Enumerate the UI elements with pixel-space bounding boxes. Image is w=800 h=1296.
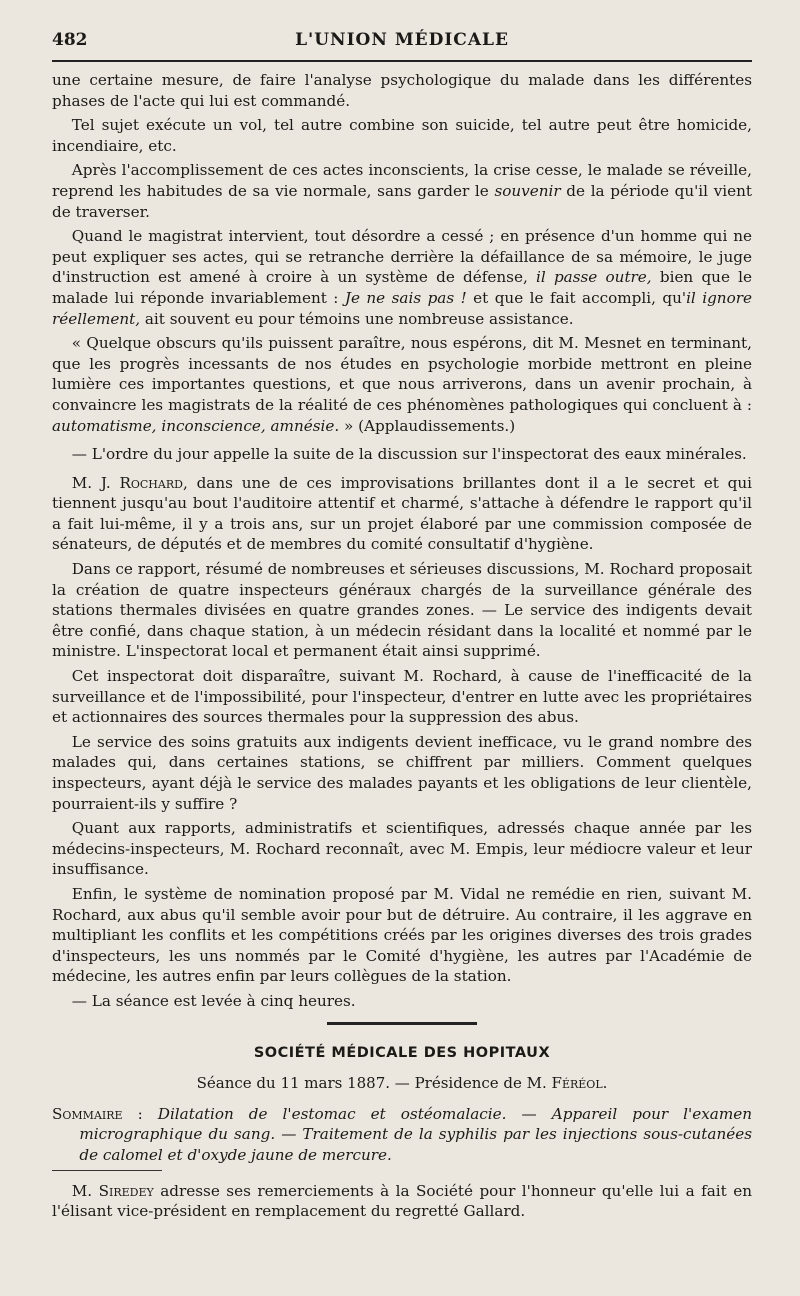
text-run: Après l'accomplissement de ces actes inconscients, la crise cesse, le malade se réveille, reprend les habitudes de sa vie normale, sans garder le [52, 161, 752, 200]
text-run: adresse ses remerciements à la Société pour l'honneur qu'elle lui a fait en l'élisant vice-président en remplacement du regretté Gallard. [52, 1181, 752, 1221]
section-separator [327, 1022, 477, 1025]
paragraph-8: Dans ce rapport, résumé de nombreuses et sérieuses discussions, M. Rochard proposait la création de quatre inspecteurs généraux chargés de la surveillance générale des stations thermales divisées en quatre grandes zones. — Le service des indigents devait être confié, dans chaque station, à un médecin résidant dans la localité et nommé par le ministre. L'inspectorat local et permanent était ainsi supprimé. [52, 560, 752, 661]
emphasis-terms: automatisme, inconscience, amnésie. [52, 416, 340, 435]
summary [52, 1104, 752, 1166]
paragraph-9: Cet inspectorat doit disparaître, suivant M. Rochard, à cause de l'inefficacité de la surveillance et de l'impossibilité, pour l'inspecteur, d'entrer en lutte avec les propriétaires et actionnaires des sources thermales pour la suppression des abus. [52, 667, 752, 727]
page-header [52, 26, 752, 60]
paragraph-5 [52, 333, 752, 436]
speaker-name: M. Siredey [71, 1181, 154, 1200]
paragraph-10: Le service des soins gratuits aux indigents devient inefficace, vu le grand nombre des malades qui, dans certaines stations, se chiffrent par milliers. Comment quelques inspecteurs, ayant déjà le service des malades payants et les obligations de leur clientèle, pourraient-ils y suffire ? [52, 732, 752, 813]
emphasis-ignore: il ignore réellement, [52, 288, 752, 328]
text-run: dans une de ces improvisations brillantes dont il a le secret et qui tiennent jusqu'au bout l'auditoire attentif et charmé, s'attache à défendre le rapport qu'il a fait lui-même, il y a trois ans, sur un projet élaboré par une commission composée de sénateurs, de députés et de membres du comité consultatif d'hygiène. [52, 473, 752, 554]
emphasis-je-ne-sais: Je ne sais pas ! [344, 288, 467, 307]
text-run: et que le fait accompli, qu' [466, 288, 687, 307]
speaker-name: M. J. Rochard, [71, 473, 188, 492]
paragraph-11: Quant aux rapports, administratifs et scientifiques, adressés chaque année par les médecins-inspecteurs, M. Rochard reconnaît, avec M. Empis, leur médiocre valeur et leur insuffisance. [52, 819, 752, 879]
summary-rule [52, 1170, 162, 1171]
summary-label: Sommaire : [52, 1104, 143, 1123]
president-name: Féréol. [551, 1074, 608, 1093]
paragraph-siredey [52, 1181, 752, 1222]
session-line [52, 1073, 752, 1094]
paragraph-13: — La séance est levée à cinq heures. [71, 991, 356, 1010]
paragraph-4 [52, 226, 752, 329]
text-run: Quand le magistrat intervient, tout désordre a cessé ; en présence d'un homme qui ne peut expliquer ses actes, qui se retranche derrière la défaillance de sa mémoire, le juge d'instruction est amené à croire à un système de défense, [52, 227, 752, 287]
paragraph-3 [52, 160, 752, 222]
text-run: bien que le malade lui réponde invariablement : [52, 268, 753, 307]
running-title: L'UNION MÉDICALE [295, 30, 509, 50]
text-run: de la période qu'il vient de traverser. [52, 181, 752, 221]
paragraph-2: Tel sujet exécute un vol, tel autre combine son suicide, tel autre peut être homicide, incendiaire, etc. [52, 116, 752, 155]
paragraph-6: — L'ordre du jour appelle la suite de la discussion sur l'inspectorat des eaux minérales. [71, 445, 747, 464]
paragraph-12: Enfin, le système de nomination proposé par M. Vidal ne remédie en rien, suivant M. Rochard, aux abus qu'il semble avoir pour but de détruire. Au contraire, il les aggrave en multipliant les conflits et les compétitions créés par les origines diverses des trois grades d'inspecteurs, les uns nommés par le Comité d'hygiène, les autres par l'Académie de médecine, les autres enfin par leurs collègues de la station. [52, 884, 752, 986]
paragraph-7 [52, 473, 752, 555]
section-title: SOCIÉTÉ MÉDICALE DES HOPITAUX [253, 1044, 551, 1061]
summary-text: Dilatation de l'estomac et ostéomalacie. — Appareil pour l'examen micrographique du sang. — Traitement de la syphilis par les injections sous-cutanées de calomel et d'oxyde jaune de mercure. [79, 1104, 752, 1164]
text-run: ait souvent eu pour témoins une nombreuse assistance. [140, 309, 574, 328]
paragraph-1: une certaine mesure, de faire l'analyse psychologique du malade dans les différentes phases de l'acte qui lui est commandé. [52, 71, 752, 110]
emphasis-passe-outre: il passe outre, [536, 268, 652, 287]
emphasis-souvenir: souvenir [494, 181, 561, 200]
article-body [52, 70, 752, 1222]
page-number: 482 [52, 30, 88, 50]
text-run: » (Applaudissements.) [339, 416, 516, 435]
text-run: « Quelque obscurs qu'ils puissent paraître, nous espérons, dit M. Mesnet en terminant, que les progrès incessants de nos études en psychologie morbide mettront en pleine lumière ces importantes questions, et que nous arriverons, dans un avenir prochain, à convaincre les magistrats de la réalité de ces phénomènes pathologiques qui concluent à : [52, 334, 752, 414]
text-run: Séance du 11 mars 1887. — Présidence de M. [196, 1074, 552, 1093]
header-rule [52, 60, 752, 62]
